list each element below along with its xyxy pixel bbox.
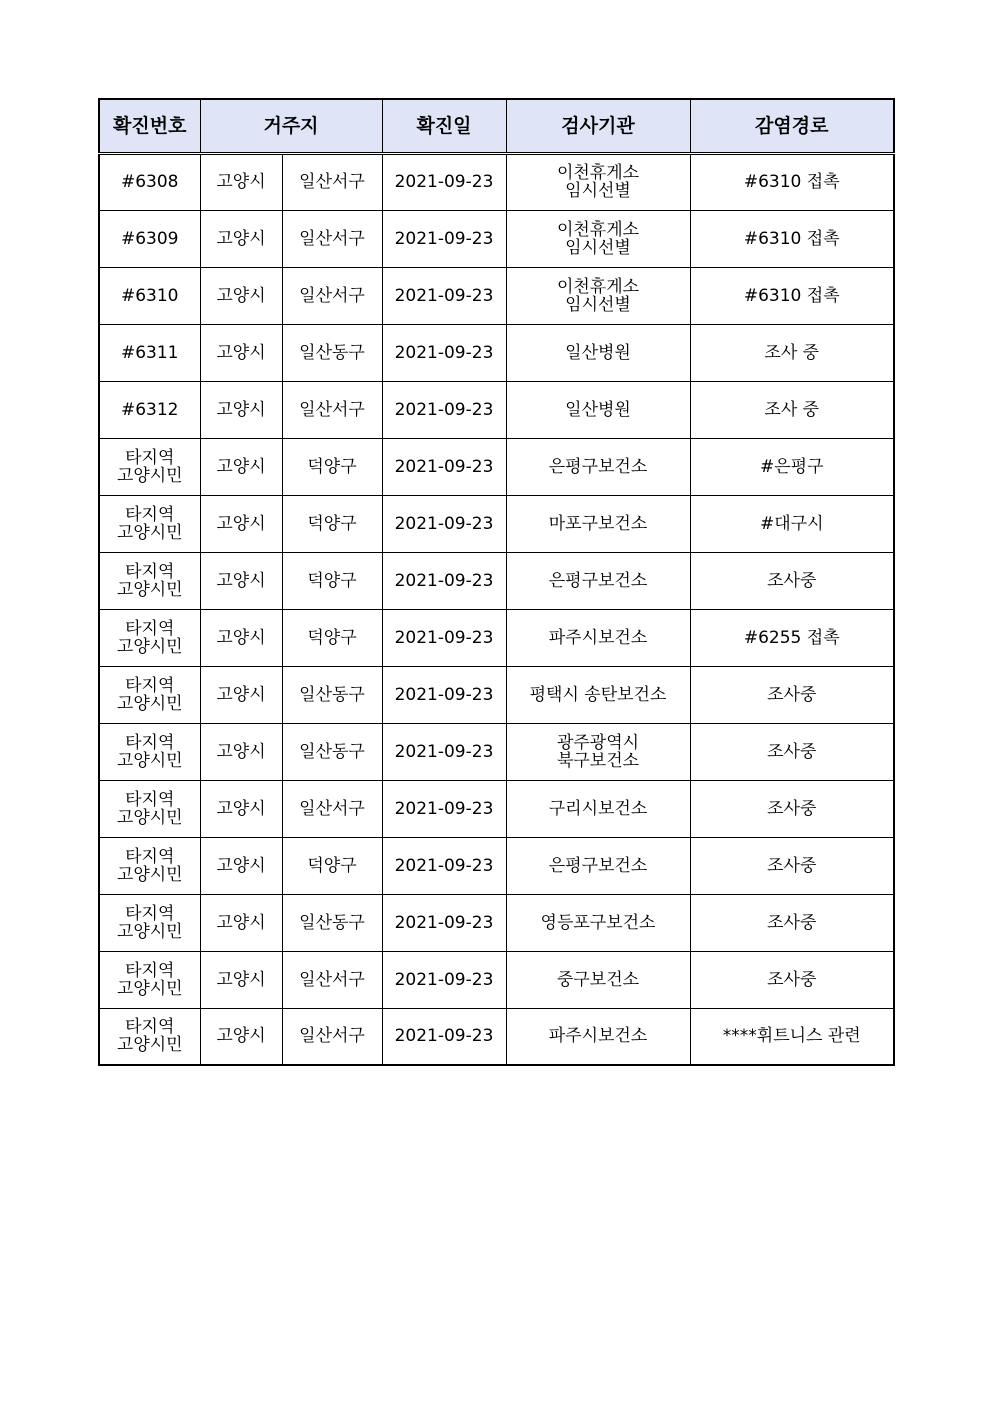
test-site-cell: 일산병원 (506, 324, 690, 381)
city-cell: 고양시 (200, 324, 282, 381)
case-number-cell: 타지역 고양시민 (99, 1008, 200, 1065)
test-site-cell: 이천휴게소 임시선별 (506, 267, 690, 324)
case-number-cell: 타지역 고양시민 (99, 894, 200, 951)
infection-route-cell: 조사중 (690, 837, 894, 894)
table-row (99, 381, 894, 438)
district-cell: 일산서구 (282, 1008, 382, 1065)
infection-route-cell: 조사 중 (690, 381, 894, 438)
table-row (99, 210, 894, 267)
city-cell: 고양시 (200, 837, 282, 894)
header-case-number: 확진번호 (99, 99, 200, 153)
table-row (99, 1008, 894, 1065)
header-infection-route: 감염경로 (690, 99, 894, 153)
table-row (99, 552, 894, 609)
table-row (99, 951, 894, 1008)
confirmed-cases-table (98, 98, 895, 1066)
city-cell: 고양시 (200, 1008, 282, 1065)
confirmed-date-cell: 2021-09-23 (382, 438, 506, 495)
case-number-cell: 타지역 고양시민 (99, 951, 200, 1008)
city-cell: 고양시 (200, 894, 282, 951)
district-cell: 일산서구 (282, 951, 382, 1008)
confirmed-date-cell: 2021-09-23 (382, 267, 506, 324)
case-number-cell: 타지역 고양시민 (99, 609, 200, 666)
test-site-cell: 은평구보건소 (506, 438, 690, 495)
district-cell: 덕양구 (282, 837, 382, 894)
infection-route-cell: #6310 접촉 (690, 267, 894, 324)
infection-route-cell: 조사중 (690, 666, 894, 723)
table-row (99, 666, 894, 723)
case-number-cell: #6308 (99, 153, 200, 210)
city-cell: 고양시 (200, 723, 282, 780)
confirmed-date-cell: 2021-09-23 (382, 495, 506, 552)
infection-route-cell: #6255 접촉 (690, 609, 894, 666)
case-number-cell: 타지역 고양시민 (99, 552, 200, 609)
case-number-cell: #6311 (99, 324, 200, 381)
district-cell: 덕양구 (282, 552, 382, 609)
city-cell: 고양시 (200, 951, 282, 1008)
table-row (99, 267, 894, 324)
case-number-cell: 타지역 고양시민 (99, 837, 200, 894)
infection-route-cell: 조사중 (690, 894, 894, 951)
infection-route-cell: #은평구 (690, 438, 894, 495)
case-number-cell: 타지역 고양시민 (99, 780, 200, 837)
table-header-row (99, 99, 894, 153)
test-site-cell: 평택시 송탄보건소 (506, 666, 690, 723)
confirmed-date-cell: 2021-09-23 (382, 552, 506, 609)
header-residence: 거주지 (200, 99, 382, 153)
confirmed-date-cell: 2021-09-23 (382, 609, 506, 666)
case-number-cell: 타지역 고양시민 (99, 723, 200, 780)
city-cell: 고양시 (200, 495, 282, 552)
test-site-cell: 이천휴게소 임시선별 (506, 210, 690, 267)
district-cell: 일산서구 (282, 381, 382, 438)
infection-route-cell: 조사중 (690, 552, 894, 609)
confirmed-date-cell: 2021-09-23 (382, 780, 506, 837)
confirmed-date-cell: 2021-09-23 (382, 951, 506, 1008)
infection-route-cell: 조사중 (690, 723, 894, 780)
test-site-cell: 마포구보건소 (506, 495, 690, 552)
case-number-cell: #6312 (99, 381, 200, 438)
district-cell: 일산서구 (282, 780, 382, 837)
test-site-cell: 파주시보건소 (506, 609, 690, 666)
district-cell: 덕양구 (282, 609, 382, 666)
test-site-cell: 영등포구보건소 (506, 894, 690, 951)
confirmed-date-cell: 2021-09-23 (382, 324, 506, 381)
infection-route-cell: 조사중 (690, 951, 894, 1008)
table-row (99, 837, 894, 894)
infection-route-cell: #6310 접촉 (690, 210, 894, 267)
table-row (99, 324, 894, 381)
test-site-cell: 이천휴게소 임시선별 (506, 153, 690, 210)
infection-route-cell: 조사중 (690, 780, 894, 837)
confirmed-date-cell: 2021-09-23 (382, 1008, 506, 1065)
test-site-cell: 광주광역시 북구보건소 (506, 723, 690, 780)
city-cell: 고양시 (200, 210, 282, 267)
district-cell: 일산서구 (282, 267, 382, 324)
case-number-cell: 타지역 고양시민 (99, 438, 200, 495)
confirmed-date-cell: 2021-09-23 (382, 723, 506, 780)
infection-route-cell: 조사 중 (690, 324, 894, 381)
test-site-cell: 은평구보건소 (506, 837, 690, 894)
district-cell: 덕양구 (282, 438, 382, 495)
confirmed-date-cell: 2021-09-23 (382, 666, 506, 723)
header-confirmed-date: 확진일 (382, 99, 506, 153)
test-site-cell: 파주시보건소 (506, 1008, 690, 1065)
test-site-cell: 구리시보건소 (506, 780, 690, 837)
confirmed-date-cell: 2021-09-23 (382, 210, 506, 267)
table-row (99, 153, 894, 210)
city-cell: 고양시 (200, 609, 282, 666)
confirmed-date-cell: 2021-09-23 (382, 381, 506, 438)
city-cell: 고양시 (200, 153, 282, 210)
test-site-cell: 중구보건소 (506, 951, 690, 1008)
confirmed-date-cell: 2021-09-23 (382, 894, 506, 951)
city-cell: 고양시 (200, 666, 282, 723)
test-site-cell: 은평구보건소 (506, 552, 690, 609)
case-number-cell: #6310 (99, 267, 200, 324)
header-test-site: 검사기관 (506, 99, 690, 153)
table-body (99, 153, 894, 1065)
case-number-cell: #6309 (99, 210, 200, 267)
district-cell: 일산서구 (282, 153, 382, 210)
table-row (99, 723, 894, 780)
city-cell: 고양시 (200, 780, 282, 837)
city-cell: 고양시 (200, 267, 282, 324)
city-cell: 고양시 (200, 381, 282, 438)
infection-route-cell: #6310 접촉 (690, 153, 894, 210)
district-cell: 덕양구 (282, 495, 382, 552)
table-row (99, 495, 894, 552)
district-cell: 일산동구 (282, 666, 382, 723)
confirmed-date-cell: 2021-09-23 (382, 153, 506, 210)
case-number-cell: 타지역 고양시민 (99, 666, 200, 723)
district-cell: 일산동구 (282, 324, 382, 381)
test-site-cell: 일산병원 (506, 381, 690, 438)
table-row (99, 609, 894, 666)
infection-route-cell: #대구시 (690, 495, 894, 552)
infection-route-cell: ****휘트니스 관련 (690, 1008, 894, 1065)
city-cell: 고양시 (200, 552, 282, 609)
case-number-cell: 타지역 고양시민 (99, 495, 200, 552)
city-cell: 고양시 (200, 438, 282, 495)
district-cell: 일산서구 (282, 210, 382, 267)
table-row (99, 894, 894, 951)
table-row (99, 780, 894, 837)
district-cell: 일산동구 (282, 894, 382, 951)
table-row (99, 438, 894, 495)
confirmed-date-cell: 2021-09-23 (382, 837, 506, 894)
district-cell: 일산동구 (282, 723, 382, 780)
